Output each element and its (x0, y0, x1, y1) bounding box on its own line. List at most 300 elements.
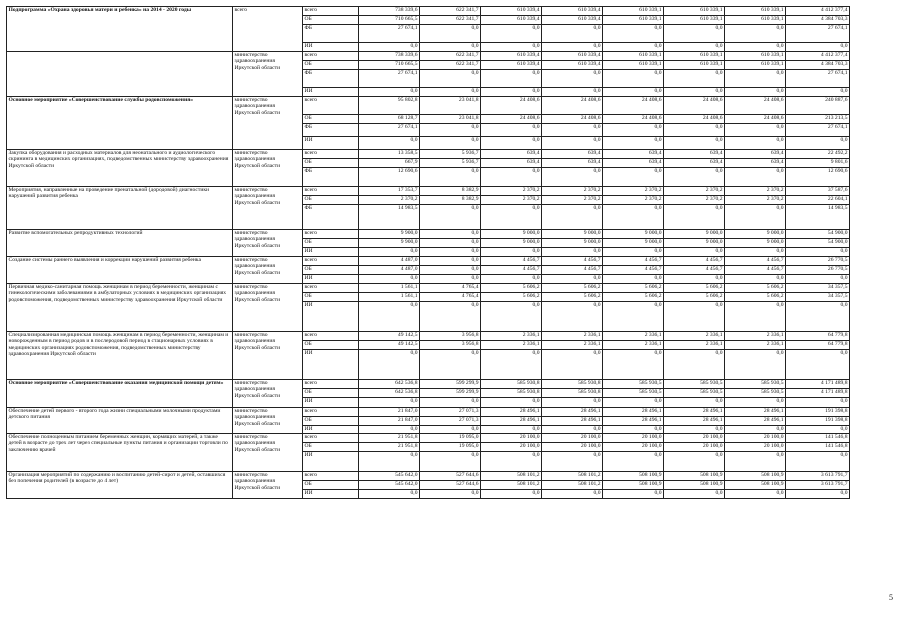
total-cell: 0,0 (786, 302, 850, 332)
table-row (7, 408, 850, 417)
amount-cell: 610 339,1 (725, 7, 786, 16)
total-cell: 22 604,1 (786, 196, 850, 205)
total-cell: 34 357,5 (786, 284, 850, 293)
amount-cell: 0,0 (603, 350, 664, 380)
amount-cell: 0,0 (359, 302, 420, 332)
amount-cell: 2 370,2 (359, 196, 420, 205)
total-cell: 141 546,8 (786, 443, 850, 452)
measure-name: Специализированная медицинская помощь женщинам в период беременности, женщинам и новорожденным в период родов и в послеродовой период в стационарных условиях в медицинских организациях родовспоможения, подведомственных министерству здравоохранения Иркутской области (7, 332, 233, 380)
amount-cell: 24 408,6 (542, 115, 603, 124)
amount-cell: 0,0 (542, 43, 603, 52)
amount-cell: 27 674,1 (359, 124, 420, 137)
amount-cell: 4 456,7 (542, 257, 603, 266)
amount-cell: 20 100,0 (725, 434, 786, 443)
amount-cell: 0,0 (420, 350, 481, 380)
funding-source: ИИ (303, 137, 359, 150)
amount-cell: 0,0 (481, 302, 542, 332)
amount-cell: 0,0 (359, 88, 420, 97)
measure-name: Организация мероприятий по содержанию и воспитанию детей-сирот и детей, оставшихся без попечения родителей (в возрасте до 4 лет) (7, 472, 233, 499)
amount-cell: 9 000,0 (542, 239, 603, 248)
executor-cell: министерство здравоохранения Иркутской области (233, 434, 303, 472)
amount-cell: 610 339,1 (725, 16, 786, 25)
funding-source: ИИ (303, 275, 359, 284)
amount-cell: 2 370,2 (603, 196, 664, 205)
amount-cell: 585 930,5 (603, 389, 664, 398)
funding-source: всего (303, 408, 359, 417)
funding-source: всего (303, 187, 359, 196)
amount-cell: 14 983,5 (359, 205, 420, 230)
amount-cell: 0,0 (664, 205, 725, 230)
funding-source: всего (303, 284, 359, 293)
amount-cell: 0,0 (664, 426, 725, 434)
amount-cell: 24 408,6 (481, 115, 542, 124)
amount-cell: 0,0 (664, 124, 725, 137)
amount-cell: 5 606,2 (481, 293, 542, 302)
measure-name: Обеспечение детей первого - второго года жизни специальными молочными продуктами детского питания (7, 408, 233, 434)
amount-cell: 0,0 (603, 490, 664, 499)
amount-cell: 0,0 (542, 248, 603, 257)
amount-cell: 2 336,1 (542, 332, 603, 341)
amount-cell: 585 930,5 (603, 380, 664, 389)
amount-cell: 0,0 (481, 350, 542, 380)
table-row (7, 257, 850, 266)
amount-cell: 0,0 (481, 43, 542, 52)
amount-cell: 4 456,7 (603, 266, 664, 275)
amount-cell: 24 408,6 (664, 115, 725, 124)
amount-cell: 508 100,9 (725, 472, 786, 481)
amount-cell: 9 000,0 (603, 239, 664, 248)
amount-cell: 4 487,0 (359, 266, 420, 275)
amount-cell: 0,0 (420, 239, 481, 248)
amount-cell: 5 606,2 (542, 293, 603, 302)
amount-cell: 21 951,8 (359, 443, 420, 452)
amount-cell: 0,0 (481, 70, 542, 88)
amount-cell: 610 339,4 (481, 61, 542, 70)
amount-cell: 0,0 (664, 88, 725, 97)
funding-source: ОБ (303, 481, 359, 490)
amount-cell: 2 370,2 (481, 187, 542, 196)
amount-cell: 2 336,1 (603, 341, 664, 350)
table-row (7, 230, 850, 239)
amount-cell: 28 496,1 (725, 417, 786, 426)
amount-cell: 0,0 (725, 25, 786, 43)
table-row (7, 284, 850, 293)
amount-cell: 0,0 (420, 25, 481, 43)
amount-cell: 508 100,9 (603, 481, 664, 490)
executor-cell: министерство здравоохранения Иркутской области (233, 187, 303, 230)
amount-cell: 0,0 (664, 168, 725, 187)
amount-cell: 27 071,3 (420, 408, 481, 417)
amount-cell: 20 100,0 (603, 434, 664, 443)
total-cell: 4 171 489,8 (786, 380, 850, 389)
amount-cell: 622 341,7 (420, 52, 481, 61)
amount-cell: 49 142,5 (359, 341, 420, 350)
amount-cell: 20 100,0 (664, 443, 725, 452)
amount-cell: 585 930,8 (542, 389, 603, 398)
amount-cell: 738 339,6 (359, 52, 420, 61)
amount-cell: 4 456,7 (725, 266, 786, 275)
amount-cell: 0,0 (542, 490, 603, 499)
amount-cell: 0,0 (542, 398, 603, 408)
amount-cell: 710 665,5 (359, 16, 420, 25)
total-cell: 0,0 (786, 137, 850, 150)
funding-source: ИИ (303, 426, 359, 434)
amount-cell: 24 408,6 (725, 115, 786, 124)
amount-cell: 21 847,0 (359, 408, 420, 417)
funding-source: ИИ (303, 398, 359, 408)
amount-cell: 508 100,9 (664, 472, 725, 481)
amount-cell: 5 606,2 (542, 284, 603, 293)
table-row (7, 332, 850, 341)
funding-source: ИИ (303, 88, 359, 97)
total-cell: 0,0 (786, 43, 850, 52)
total-cell: 0,0 (786, 452, 850, 472)
amount-cell: 639,4 (542, 150, 603, 159)
total-cell: 22 492,2 (786, 150, 850, 159)
amount-cell: 0,0 (725, 137, 786, 150)
amount-cell: 5 606,2 (603, 284, 664, 293)
total-cell: 27 674,1 (786, 70, 850, 88)
funding-source: всего (303, 434, 359, 443)
table-row (7, 380, 850, 389)
total-cell: 0,0 (786, 248, 850, 257)
total-cell: 26 770,5 (786, 257, 850, 266)
amount-cell: 24 408,6 (542, 97, 603, 115)
amount-cell: 17 353,7 (359, 187, 420, 196)
amount-cell: 0,0 (603, 426, 664, 434)
total-cell: 54 900,0 (786, 230, 850, 239)
amount-cell: 3 956,8 (420, 341, 481, 350)
amount-cell: 610 339,4 (481, 52, 542, 61)
amount-cell: 24 408,6 (664, 97, 725, 115)
amount-cell: 2 370,2 (725, 196, 786, 205)
amount-cell: 49 142,5 (359, 332, 420, 341)
total-cell: 64 779,8 (786, 332, 850, 341)
page-number: 5 (889, 593, 893, 602)
amount-cell: 585 930,5 (725, 389, 786, 398)
total-cell: 4 384 703,3 (786, 61, 850, 70)
amount-cell: 9 900,0 (359, 230, 420, 239)
amount-cell: 20 100,0 (481, 434, 542, 443)
amount-cell: 0,0 (542, 88, 603, 97)
amount-cell: 4 456,7 (603, 257, 664, 266)
amount-cell: 0,0 (359, 43, 420, 52)
amount-cell: 4 456,7 (725, 257, 786, 266)
executor-cell: министерство здравоохранения Иркутской области (233, 332, 303, 380)
amount-cell: 0,0 (542, 124, 603, 137)
amount-cell: 0,0 (481, 452, 542, 472)
funding-source: всего (303, 332, 359, 341)
total-cell: 141 546,8 (786, 434, 850, 443)
amount-cell: 0,0 (664, 248, 725, 257)
amount-cell: 585 930,8 (481, 380, 542, 389)
total-cell: 191 398,8 (786, 408, 850, 417)
amount-cell: 610 339,1 (725, 52, 786, 61)
amount-cell: 4 456,7 (664, 257, 725, 266)
amount-cell: 0,0 (664, 398, 725, 408)
amount-cell: 0,0 (481, 88, 542, 97)
amount-cell: 4 456,7 (664, 266, 725, 275)
amount-cell: 0,0 (664, 452, 725, 472)
amount-cell: 21 951,8 (359, 434, 420, 443)
total-cell: 0,0 (786, 88, 850, 97)
amount-cell: 19 095,0 (420, 434, 481, 443)
amount-cell: 508 100,9 (603, 472, 664, 481)
amount-cell: 20 100,0 (542, 434, 603, 443)
executor-cell: министерство здравоохранения Иркутской области (233, 52, 303, 97)
amount-cell: 0,0 (725, 452, 786, 472)
total-cell: 64 779,8 (786, 341, 850, 350)
amount-cell: 0,0 (664, 137, 725, 150)
budget-table (6, 6, 850, 499)
total-cell: 9 801,6 (786, 159, 850, 168)
amount-cell: 0,0 (481, 248, 542, 257)
amount-cell: 5 606,2 (603, 293, 664, 302)
executor-cell: министерство здравоохранения Иркутской области (233, 408, 303, 434)
amount-cell: 2 370,2 (542, 187, 603, 196)
total-cell: 34 357,5 (786, 293, 850, 302)
amount-cell: 9 900,0 (359, 239, 420, 248)
executor-cell: министерство здравоохранения Иркутской области (233, 257, 303, 284)
amount-cell: 20 100,0 (481, 443, 542, 452)
funding-source: ОБ (303, 443, 359, 452)
amount-cell: 545 642,0 (359, 472, 420, 481)
amount-cell: 0,0 (420, 137, 481, 150)
amount-cell: 2 370,2 (603, 187, 664, 196)
amount-cell: 545 642,0 (359, 481, 420, 490)
funding-source: ИИ (303, 302, 359, 332)
amount-cell: 27 674,1 (359, 70, 420, 88)
executor-cell: министерство здравоохранения Иркутской области (233, 472, 303, 499)
amount-cell: 0,0 (481, 168, 542, 187)
total-cell: 0,0 (786, 398, 850, 408)
amount-cell: 2 370,2 (725, 187, 786, 196)
amount-cell: 5 936,7 (420, 159, 481, 168)
amount-cell: 0,0 (359, 398, 420, 408)
total-cell: 14 983,5 (786, 205, 850, 230)
amount-cell: 28 496,1 (542, 408, 603, 417)
table-row (7, 434, 850, 443)
amount-cell: 527 644,6 (420, 481, 481, 490)
amount-cell: 27 071,3 (420, 417, 481, 426)
amount-cell: 508 101,2 (542, 481, 603, 490)
amount-cell: 4 765,4 (420, 284, 481, 293)
amount-cell: 9 000,0 (664, 239, 725, 248)
executor-cell: министерство здравоохранения Иркутской области (233, 230, 303, 257)
amount-cell: 95 802,8 (359, 97, 420, 115)
amount-cell: 639,4 (603, 150, 664, 159)
amount-cell: 585 930,8 (542, 380, 603, 389)
amount-cell: 585 930,5 (664, 380, 725, 389)
amount-cell: 0,0 (481, 275, 542, 284)
amount-cell: 0,0 (603, 124, 664, 137)
funding-source: всего (303, 380, 359, 389)
total-cell: 26 770,5 (786, 266, 850, 275)
amount-cell: 24 408,6 (725, 97, 786, 115)
amount-cell: 0,0 (359, 490, 420, 499)
amount-cell: 0,0 (542, 426, 603, 434)
amount-cell: 0,0 (542, 452, 603, 472)
total-cell: 37 587,6 (786, 187, 850, 196)
total-cell: 0,0 (786, 490, 850, 499)
total-cell: 27 674,1 (786, 124, 850, 137)
funding-source: всего (303, 7, 359, 16)
funding-source: ОБ (303, 293, 359, 302)
funding-source: ФБ (303, 205, 359, 230)
amount-cell: 20 100,0 (542, 443, 603, 452)
amount-cell: 0,0 (725, 248, 786, 257)
amount-cell: 9 000,0 (725, 230, 786, 239)
amount-cell: 8 382,9 (420, 196, 481, 205)
amount-cell: 24 408,6 (603, 97, 664, 115)
amount-cell: 622 341,7 (420, 16, 481, 25)
funding-source: ОБ (303, 341, 359, 350)
total-cell: 54 900,0 (786, 239, 850, 248)
amount-cell: 28 496,1 (481, 408, 542, 417)
amount-cell: 0,0 (420, 43, 481, 52)
amount-cell: 28 496,1 (603, 408, 664, 417)
amount-cell: 0,0 (359, 350, 420, 380)
amount-cell: 0,0 (420, 302, 481, 332)
amount-cell: 639,4 (481, 150, 542, 159)
measure-name: Подпрограмма «Охрана здоровья матери и ребенка» на 2014 - 2020 годы (7, 7, 233, 52)
funding-source: ОБ (303, 266, 359, 275)
amount-cell: 0,0 (603, 70, 664, 88)
total-cell: 12 690,6 (786, 168, 850, 187)
amount-cell: 12 690,6 (359, 168, 420, 187)
amount-cell: 9 000,0 (542, 230, 603, 239)
amount-cell: 0,0 (481, 137, 542, 150)
amount-cell: 710 665,5 (359, 61, 420, 70)
funding-source: ИИ (303, 490, 359, 499)
measure-name: Мероприятия, направленные на проведение пренатальной (дородовой) диагностики нарушений развития ребенка (7, 187, 233, 230)
amount-cell: 0,0 (420, 168, 481, 187)
amount-cell: 24 408,6 (481, 97, 542, 115)
amount-cell: 0,0 (420, 205, 481, 230)
amount-cell: 610 339,4 (481, 16, 542, 25)
amount-cell: 2 370,2 (481, 196, 542, 205)
amount-cell: 2 336,1 (664, 341, 725, 350)
amount-cell: 738 339,6 (359, 7, 420, 16)
amount-cell: 4 456,7 (542, 266, 603, 275)
amount-cell: 5 606,2 (725, 284, 786, 293)
amount-cell: 0,0 (542, 275, 603, 284)
amount-cell: 642 536,8 (359, 389, 420, 398)
amount-cell: 0,0 (542, 168, 603, 187)
amount-cell: 23 041,8 (420, 115, 481, 124)
amount-cell: 0,0 (420, 257, 481, 266)
amount-cell: 2 370,2 (664, 196, 725, 205)
table-row (7, 52, 850, 61)
funding-source: ФБ (303, 124, 359, 137)
amount-cell: 0,0 (420, 248, 481, 257)
funding-source: ОБ (303, 16, 359, 25)
amount-cell: 585 930,8 (481, 389, 542, 398)
funding-source: ИИ (303, 452, 359, 472)
amount-cell: 28 496,1 (725, 408, 786, 417)
amount-cell: 0,0 (725, 70, 786, 88)
funding-source: ОБ (303, 389, 359, 398)
executor-cell: министерство здравоохранения Иркутской области (233, 380, 303, 408)
amount-cell: 0,0 (481, 205, 542, 230)
measure-name: Закупка оборудования и расходных материалов для неонатального и аудиологического скрининга в медицинских организациях, подведомственных министерству здравоохранения Иркутской области (7, 150, 233, 187)
amount-cell: 622 341,7 (420, 7, 481, 16)
funding-source: ИИ (303, 350, 359, 380)
amount-cell: 9 000,0 (603, 230, 664, 239)
amount-cell: 0,0 (603, 25, 664, 43)
amount-cell: 2 336,1 (603, 332, 664, 341)
amount-cell: 20 100,0 (664, 434, 725, 443)
amount-cell: 0,0 (542, 205, 603, 230)
funding-source: ФБ (303, 25, 359, 43)
funding-source: ИИ (303, 248, 359, 257)
funding-source: ОБ (303, 239, 359, 248)
amount-cell: 585 930,5 (664, 389, 725, 398)
total-cell: 3 613 791,7 (786, 481, 850, 490)
amount-cell: 610 339,1 (664, 52, 725, 61)
measure-name: Основное мероприятие «Совершенствование оказания медицинской помощи детям» (7, 380, 233, 408)
funding-source: всего (303, 230, 359, 239)
amount-cell: 0,0 (725, 205, 786, 230)
amount-cell: 2 370,2 (664, 187, 725, 196)
amount-cell: 24 408,6 (603, 115, 664, 124)
amount-cell: 9 000,0 (725, 239, 786, 248)
funding-source: всего (303, 150, 359, 159)
amount-cell: 610 339,1 (664, 7, 725, 16)
amount-cell: 13 358,5 (359, 150, 420, 159)
amount-cell: 5 936,7 (420, 150, 481, 159)
funding-source: ОБ (303, 61, 359, 70)
amount-cell: 4 487,0 (359, 257, 420, 266)
measure-name: Обеспечение полноценным питанием беременных женщин, кормящих матерей, а также детей в возрасте до трех лет через специальные пункты питания и организации торговли по заключению врачей (7, 434, 233, 472)
amount-cell: 2 336,1 (481, 341, 542, 350)
amount-cell: 0,0 (359, 248, 420, 257)
amount-cell: 1 561,1 (359, 284, 420, 293)
amount-cell: 585 930,5 (725, 380, 786, 389)
amount-cell: 0,0 (664, 275, 725, 284)
amount-cell: 0,0 (725, 398, 786, 408)
amount-cell: 0,0 (359, 452, 420, 472)
amount-cell: 0,0 (542, 25, 603, 43)
table-row (7, 150, 850, 159)
table-row (7, 7, 850, 16)
amount-cell: 9 000,0 (481, 230, 542, 239)
amount-cell: 0,0 (725, 43, 786, 52)
amount-cell: 5 606,2 (481, 284, 542, 293)
amount-cell: 19 095,0 (420, 443, 481, 452)
funding-source: всего (303, 52, 359, 61)
amount-cell: 0,0 (359, 275, 420, 284)
amount-cell: 5 606,2 (664, 293, 725, 302)
amount-cell: 0,0 (664, 70, 725, 88)
amount-cell: 0,0 (420, 88, 481, 97)
amount-cell: 0,0 (542, 70, 603, 88)
amount-cell: 0,0 (664, 43, 725, 52)
amount-cell: 508 101,2 (481, 481, 542, 490)
amount-cell: 0,0 (725, 350, 786, 380)
amount-cell: 0,0 (359, 426, 420, 434)
amount-cell: 5 606,2 (664, 284, 725, 293)
amount-cell: 23 041,8 (420, 97, 481, 115)
amount-cell: 0,0 (481, 25, 542, 43)
total-cell: 0,0 (786, 275, 850, 284)
amount-cell: 0,0 (664, 25, 725, 43)
total-cell: 4 171 489,8 (786, 389, 850, 398)
amount-cell: 508 101,2 (542, 472, 603, 481)
amount-cell: 0,0 (542, 302, 603, 332)
amount-cell: 0,0 (603, 248, 664, 257)
total-cell: 3 613 791,7 (786, 472, 850, 481)
